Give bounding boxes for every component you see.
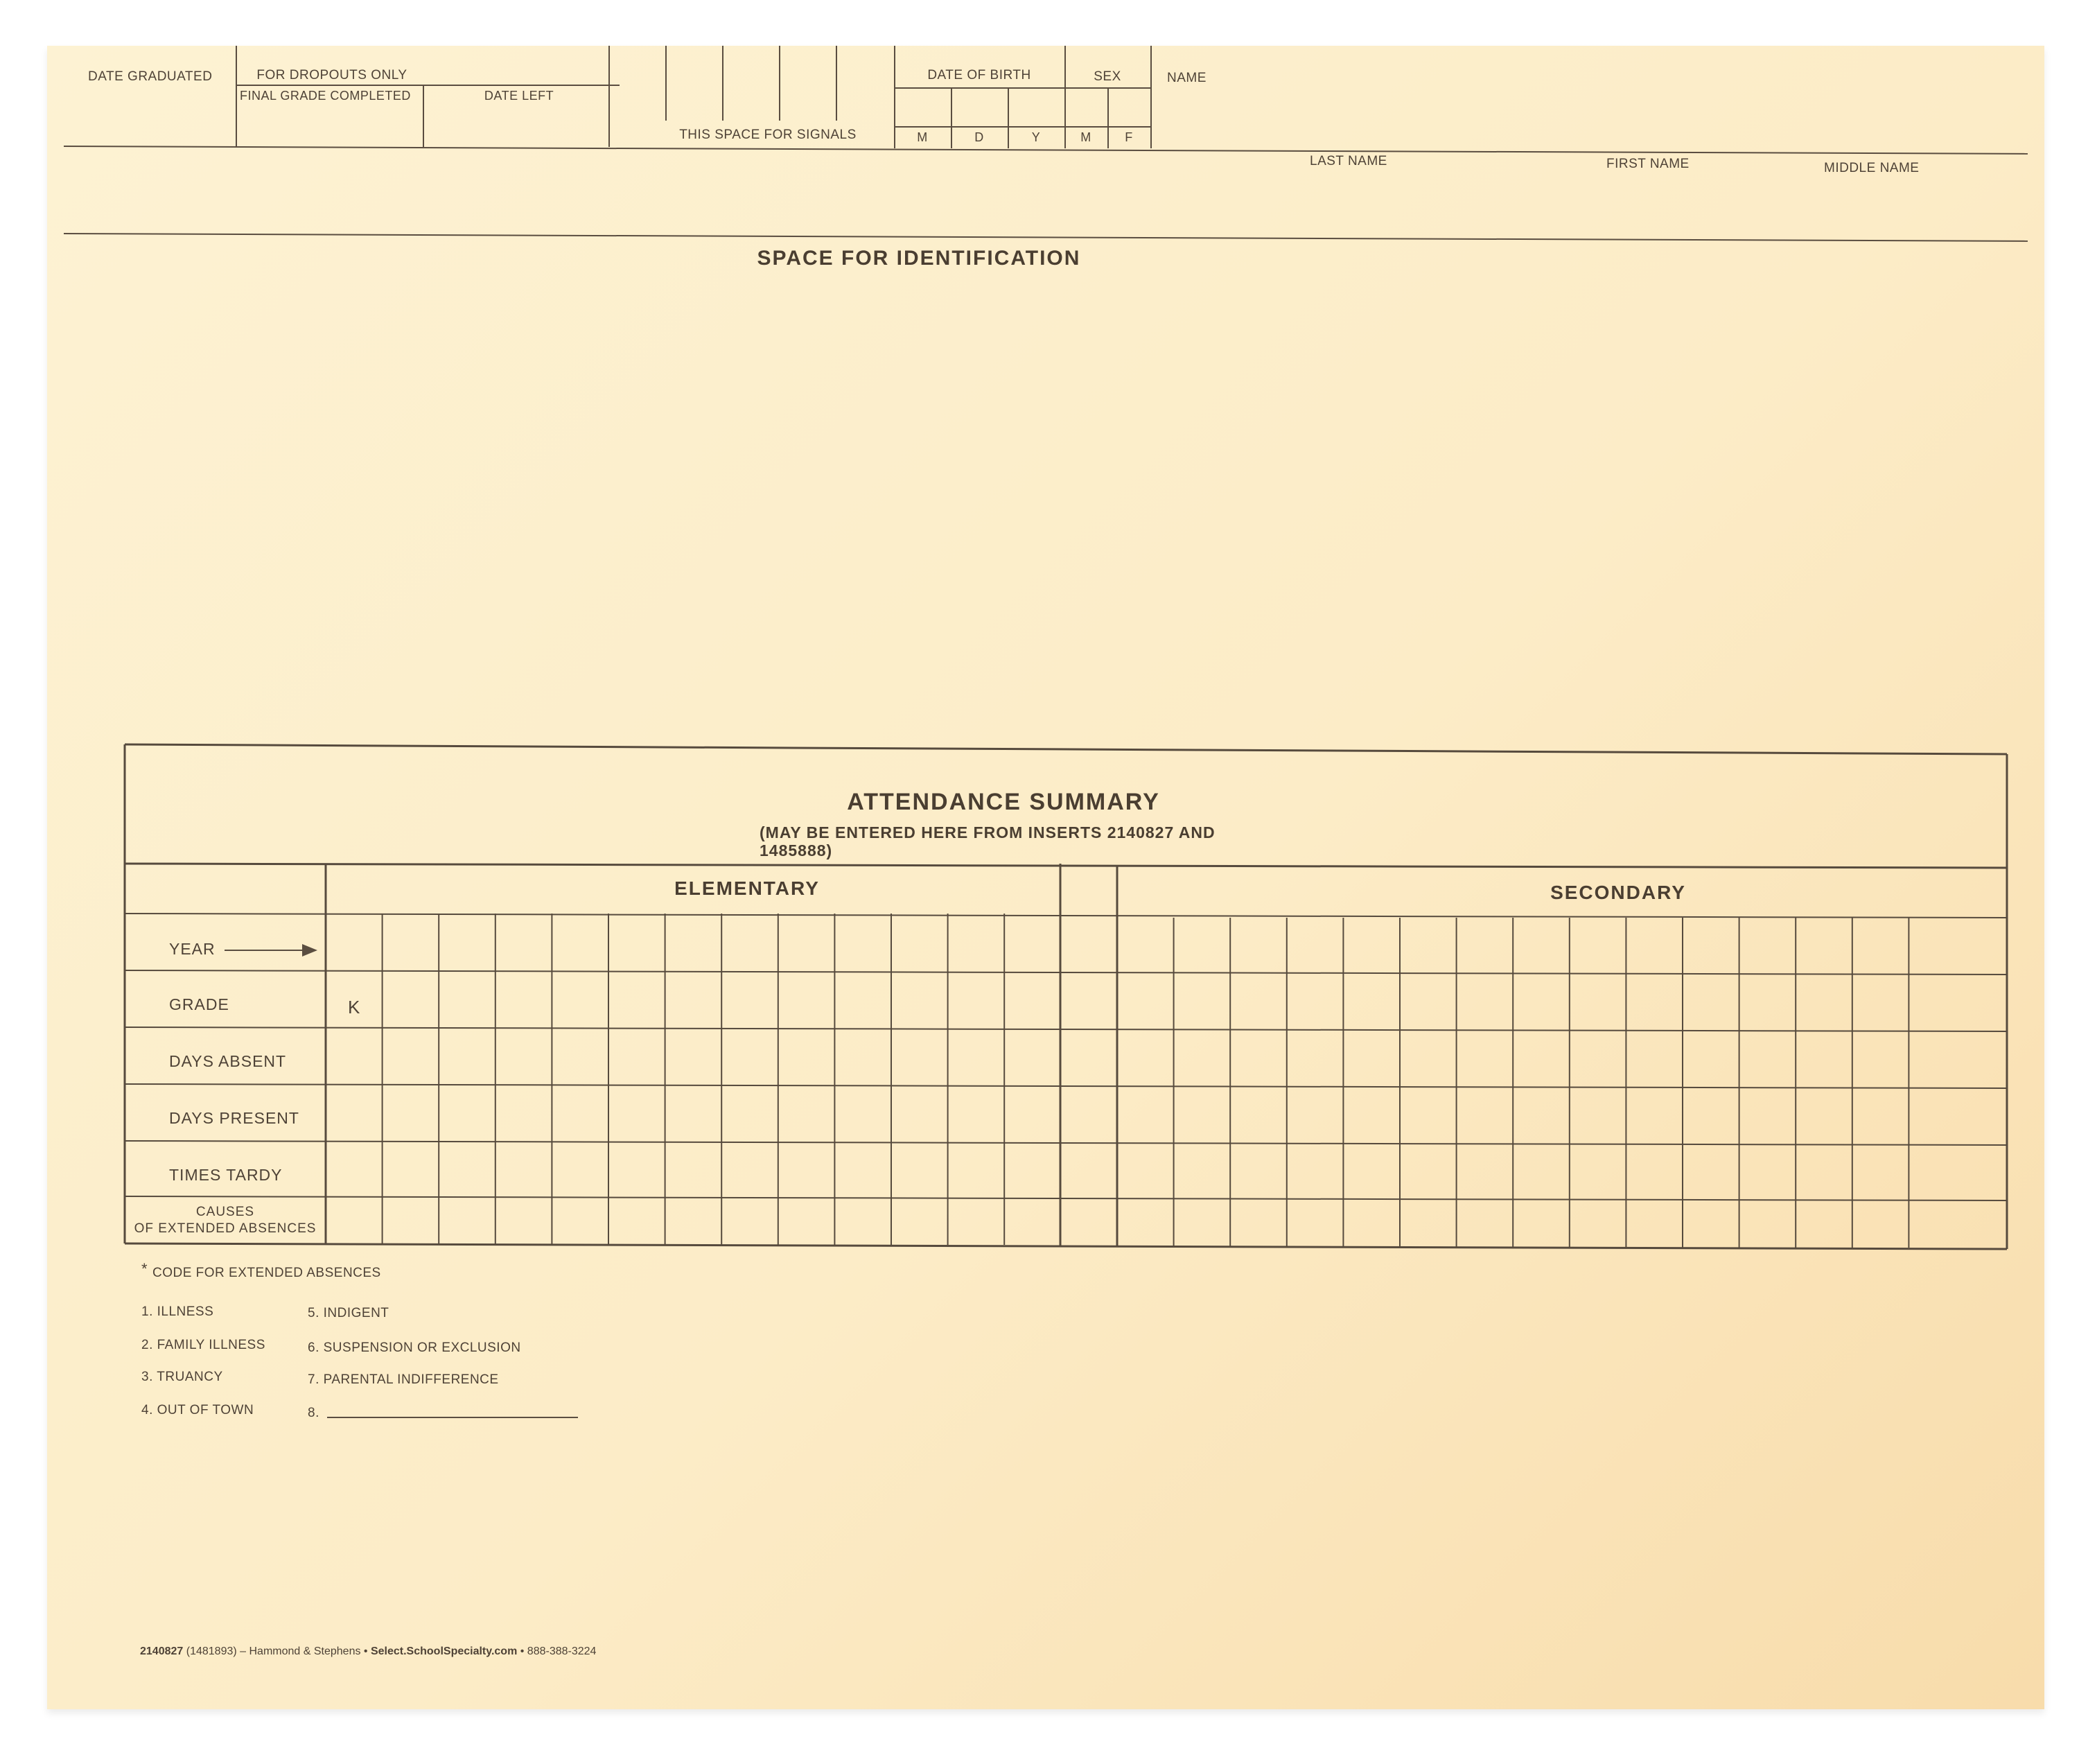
- codes-title: CODE FOR EXTENDED ABSENCES: [152, 1266, 381, 1280]
- footer-imprint: [140, 1645, 596, 1658]
- times-tardy-row-label: TIMES TARDY: [169, 1166, 283, 1184]
- grid-header-line: [125, 864, 2007, 868]
- sex-male-label: M: [1080, 130, 1091, 144]
- sex-label: SEX: [1094, 69, 1121, 84]
- dob-month-label: M: [917, 130, 928, 144]
- grid-row-line: [125, 1141, 2007, 1145]
- grid-row-line: [125, 1084, 2007, 1088]
- code-item-5: 5. INDIGENT: [308, 1306, 389, 1320]
- grid-row-line: [125, 914, 2007, 918]
- code-item-4: 4. OUT OF TOWN: [141, 1403, 254, 1417]
- causes-row-label-2: OF EXTENDED ABSENCES: [134, 1221, 317, 1236]
- code-item-1: 1. ILLNESS: [141, 1304, 214, 1319]
- file-folder: [47, 46, 2044, 1709]
- final-grade-completed-label: FINAL GRADE COMPLETED: [240, 89, 411, 103]
- grid-border: [125, 744, 2007, 754]
- footer-phone: • 888-388-3224: [517, 1645, 597, 1657]
- dob-day-label: D: [974, 130, 984, 144]
- code-item-2: 2. FAMILY ILLNESS: [141, 1338, 265, 1352]
- code-asterisk: *: [141, 1260, 148, 1277]
- last-name-label: LAST NAME: [1310, 154, 1387, 168]
- causes-row-label-1: CAUSES: [195, 1205, 255, 1219]
- code-item-8: 8.: [308, 1406, 319, 1420]
- days-present-row-label: DAYS PRESENT: [169, 1109, 299, 1127]
- elementary-header: ELEMENTARY: [674, 877, 820, 899]
- attendance-subtitle-2: 1485888): [760, 841, 833, 859]
- code-item-7: 7. PARENTAL INDIFFERENCE: [308, 1372, 499, 1387]
- name-label: NAME: [1167, 71, 1207, 85]
- date-graduated-label: DATE GRADUATED: [88, 69, 213, 84]
- signals-label: THIS SPACE FOR SIGNALS: [679, 128, 857, 142]
- grid-border: [125, 1243, 2007, 1249]
- dob-year-label: Y: [1031, 130, 1041, 144]
- code-item-6: 6. SUSPENSION OR EXCLUSION: [308, 1341, 521, 1355]
- code-item-8-blank: [327, 1417, 578, 1418]
- footer-code: 2140827: [140, 1645, 184, 1657]
- grid-row-line: [125, 1196, 2007, 1200]
- attendance-title: ATTENDANCE SUMMARY: [847, 789, 1160, 815]
- first-name-label: FIRST NAME: [1606, 157, 1690, 171]
- date-of-birth-label: DATE OF BIRTH: [927, 68, 1031, 82]
- arrow-right-icon: [225, 950, 315, 951]
- days-absent-row-label: DAYS ABSENT: [169, 1052, 287, 1070]
- dropouts-only-label: FOR DROPOUTS ONLY: [256, 68, 407, 82]
- grade-cell-k: K: [348, 997, 361, 1018]
- sex-female-label: F: [1125, 130, 1133, 144]
- footer-site: Select.SchoolSpecialty.com: [370, 1645, 518, 1657]
- footer-publisher: – Hammond & Stephens •: [240, 1645, 371, 1657]
- grade-row-label: GRADE: [169, 995, 229, 1013]
- middle-name-label: MIDDLE NAME: [1824, 161, 1920, 175]
- identification-title: SPACE FOR IDENTIFICATION: [757, 247, 1081, 270]
- secondary-header: SECONDARY: [1550, 882, 1686, 903]
- attendance-subtitle-1: (MAY BE ENTERED HERE FROM INSERTS 2140827 AND: [760, 823, 1216, 841]
- year-label: YEAR: [169, 940, 216, 958]
- grid-row-line: [125, 1027, 2007, 1031]
- code-item-3: 3. TRUANCY: [141, 1370, 223, 1384]
- date-left-label: DATE LEFT: [484, 89, 554, 103]
- grid-row-line: [125, 970, 2007, 975]
- year-row-label: [169, 940, 315, 959]
- footer-alt-code: (1481893): [186, 1645, 237, 1657]
